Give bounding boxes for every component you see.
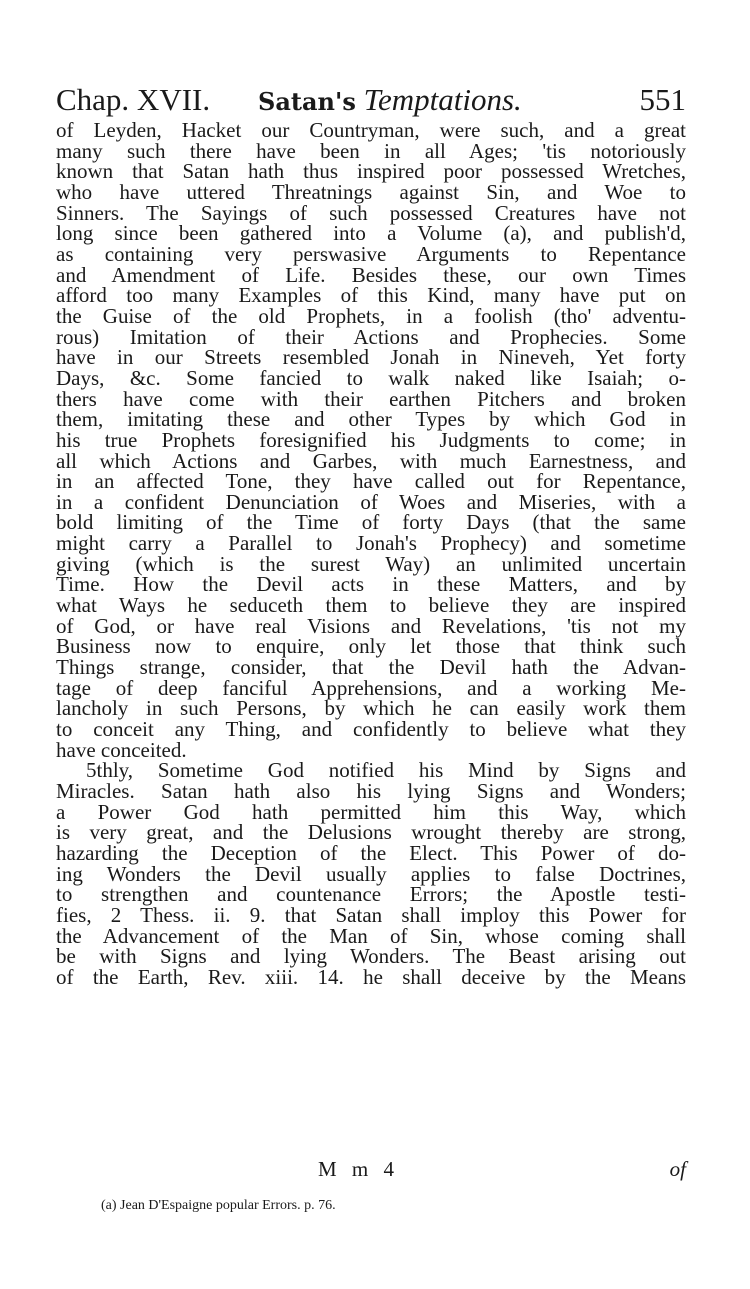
text-line: might carry a Parallel to Jonah's Prophecy) and sometime — [56, 531, 686, 556]
text-line: Business now to enquire, only let those that think such — [56, 634, 686, 659]
text-line: what Ways he seduceth them to believe they are inspired — [56, 593, 686, 618]
page-header — [56, 80, 686, 120]
text-line: of Leyden, Hacket our Countryman, were such, and a great — [56, 118, 686, 142]
text-line: in a confident Denunciation of Woes and Miseries, with a — [56, 489, 686, 514]
chapter-heading: Chap. XVII. — [56, 82, 211, 117]
running-title-italic: Temptations. — [363, 82, 522, 117]
text-line: to conceit any Thing, and confidently to believe what they — [56, 717, 686, 742]
text-line: have conceited. — [56, 737, 187, 762]
text-line: all which Actions and Garbes, with much Earnestness, and — [56, 448, 686, 473]
text-line: fies, 2 Thess. ii. 9. that Satan shall imploy this Power for — [56, 902, 686, 927]
signature-mark: M m 4 — [318, 1157, 400, 1181]
text-line: be with Signs and lying Wonders. The Beast arising out — [56, 944, 686, 969]
text-line: them, imitating these and other Types by which God in — [56, 407, 686, 432]
text-line: many such there have been in all Ages; 'tis notoriously — [56, 138, 686, 163]
text-line: as containing very perswasive Arguments to Repentance — [56, 241, 686, 266]
running-title-blackletter: Satan's — [258, 87, 356, 116]
text-line: his true Prophets foresignified his Judgments to come; in — [56, 427, 686, 452]
text-line: lancholy in such Persons, by which he can easily work them — [56, 696, 686, 721]
footnote: (a) Jean D'Espaigne popular Errors. p. 76. — [101, 1198, 336, 1213]
text-line: Time. How the Devil acts in these Matters, and by — [56, 572, 686, 597]
text-line: in an affected Tone, they have called out for Repentance, — [56, 469, 686, 494]
text-line: known that Satan hath thus inspired poor possessed Wretches, — [56, 159, 686, 184]
catchword: of — [669, 1157, 686, 1181]
body-text — [56, 120, 686, 988]
text-line: bold limiting of the Time of forty Days (that the same — [56, 510, 686, 535]
text-line: the Advancement of the Man of Sin, whose coming shall — [56, 923, 686, 948]
text-line: 5thly, Sometime God notified his Mind by Signs and — [86, 758, 686, 783]
running-title — [258, 80, 522, 122]
text-line: Sinners. The Sayings of such possessed Creatures have not — [56, 200, 686, 225]
text-line: thers have come with their earthen Pitchers and broken — [56, 386, 686, 411]
page-number: 551 — [639, 82, 686, 117]
text-line: long since been gathered into a Volume (a), and publish'd, — [56, 221, 686, 246]
text-line: a Power God hath permitted him this Way, which — [56, 799, 686, 824]
text-line: have in our Streets resembled Jonah in Nineveh, Yet forty — [56, 345, 686, 370]
text-line: giving (which is the surest Way) an unlimited uncertain — [56, 551, 686, 576]
text-line: tage of deep fanciful Apprehensions, and a working Me- — [56, 675, 686, 700]
text-line: Things strange, consider, that the Devil hath the Advan- — [56, 655, 686, 680]
text-line: and Amendment of Life. Besides these, our own Times — [56, 262, 686, 287]
text-line: ing Wonders the Devil usually applies to false Doctrines, — [56, 861, 686, 886]
text-line: is very great, and the Delusions wrought thereby are strong, — [56, 820, 686, 845]
text-line: rous) Imitation of their Actions and Prophecies. Some — [56, 324, 686, 349]
text-line: afford too many Examples of this Kind, many have put on — [56, 283, 686, 308]
text-line: who have uttered Threatnings against Sin, and Woe to — [56, 179, 686, 204]
text-line: Miracles. Satan hath also his lying Signs and Wonders; — [56, 779, 686, 803]
text-line: the Guise of the old Prophets, in a foolish (tho' adventu- — [56, 303, 686, 328]
text-line: hazarding the Deception of the Elect. This Power of do- — [56, 840, 686, 865]
text-line: Days, &c. Some fancied to walk naked like Isaiah; o- — [56, 365, 686, 390]
text-line: of the Earth, Rev. xiii. 14. he shall deceive by the Means — [56, 964, 686, 989]
text-line: to strengthen and countenance Errors; the Apostle testi- — [56, 882, 686, 907]
text-line: of God, or have real Visions and Revelations, 'tis not my — [56, 613, 686, 638]
